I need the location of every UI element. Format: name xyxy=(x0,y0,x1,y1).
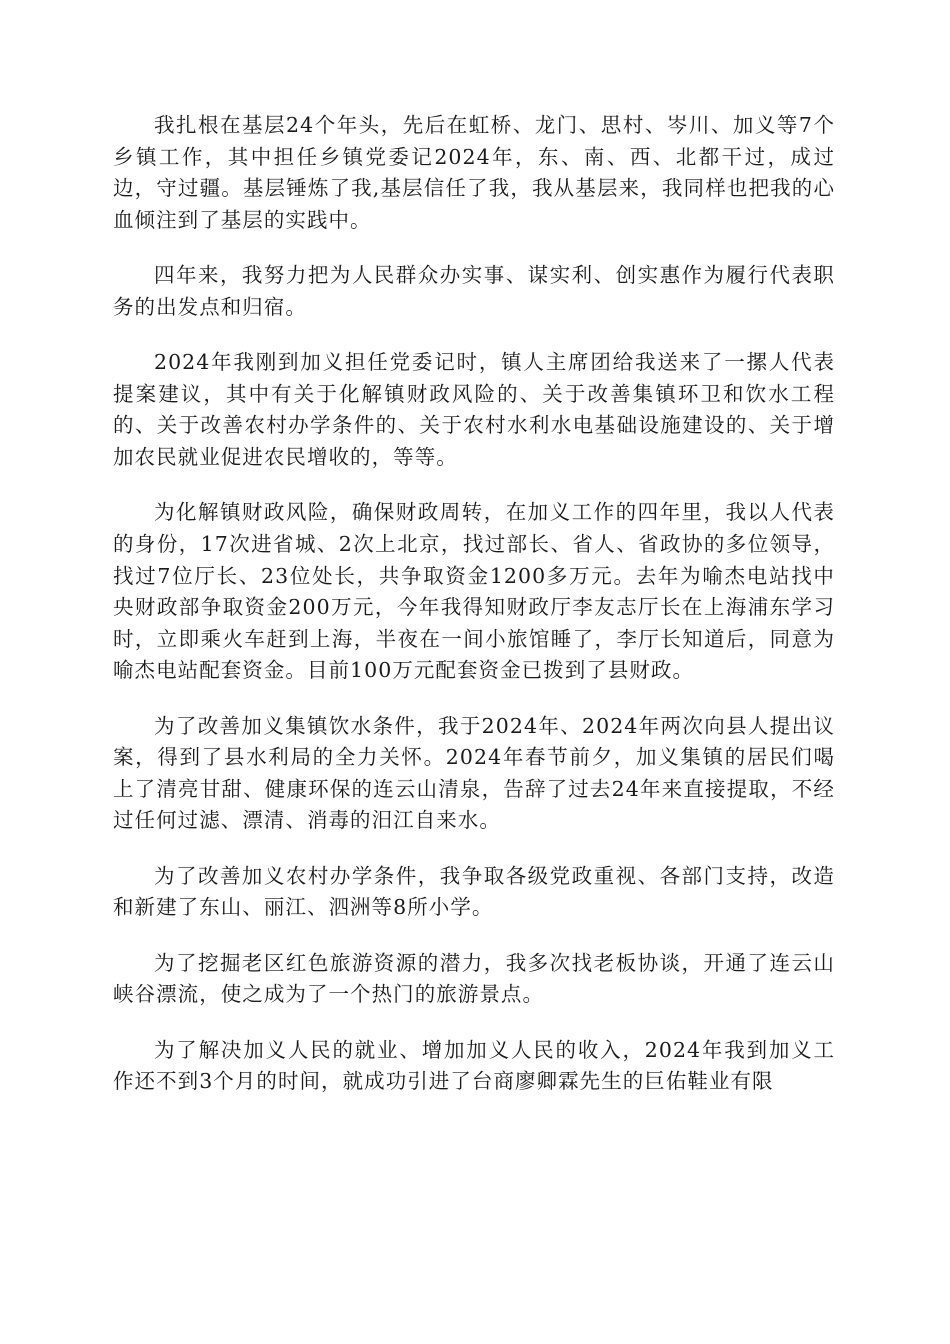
paragraph-2: 四年来，我努力把为人民群众办实事、谋实利、创实惠作为履行代表职务的出发点和归宿。 xyxy=(113,263,835,319)
paragraph-6: 为了改善加义农村办学条件，我争取各级党政重视、各部门支持，改造和新建了东山、丽江、泗洲等8所小学。 xyxy=(113,863,835,920)
paragraph-7: 为了挖掘老区红色旅游资源的潜力，我多次找老板协谈，开通了连云山峡谷漂流，使之成为了一个热门的旅游景点。 xyxy=(113,950,835,1007)
paragraph-8: 为了解决加义人民的就业、增加加义人民的收入，2024年我到加义工作还不到3个月的时间，就成功引进了台商廖卿霖先生的巨佑鞋业有限 xyxy=(113,1037,835,1094)
document-body xyxy=(113,110,835,1122)
paragraph-4: 为化解镇财政风险，确保财政周转，在加义工作的四年里，我以人代表的身份，17次进省城、2次上北京，找过部长、省人、省政协的多位领导，找过7位厅长、23位处长，共争取资金1200多万元。去年为喻杰电站找中央财政部争取资金200万元，今年我得知财政厅李友志厅长在上海浦东学习时，立即乘火车赶到上海，半夜在一间小旅馆睡了，李厅长知道后，同意为喻杰电站配套资金。目前100万元配套资金已拨到了县财政。 xyxy=(113,500,835,683)
paragraph-5: 为了改善加义集镇饮水条件，我于2024年、2024年两次向县人提出议案，得到了县水利局的全力关怀。2024年春节前夕，加义集镇的居民们喝上了清亮甘甜、健康环保的连云山清泉，告辞了过去24年来直接提取，不经过任何过滤、漂清、消毒的汨江自来水。 xyxy=(113,713,835,833)
paragraph-3: 2024年我刚到加义担任党委记时，镇人主席团给我送来了一摞人代表提案建议，其中有关于化解镇财政风险的、关于改善集镇环卫和饮水工程的、关于改善农村办学条件的、关于农村水利水电基础设施建设的、关于增加农民就业促进农民增收的，等等。 xyxy=(113,350,835,469)
paragraph-1: 我扎根在基层24个年头，先后在虹桥、龙门、思村、岑川、加义等7个乡镇工作，其中担任乡镇党委记2024年，东、南、西、北都干过，成过边，守过疆。基层锤炼了我,基层信任了我，我从基层来，我同样也把我的心血倾注到了基层的实践中。 xyxy=(113,113,835,232)
